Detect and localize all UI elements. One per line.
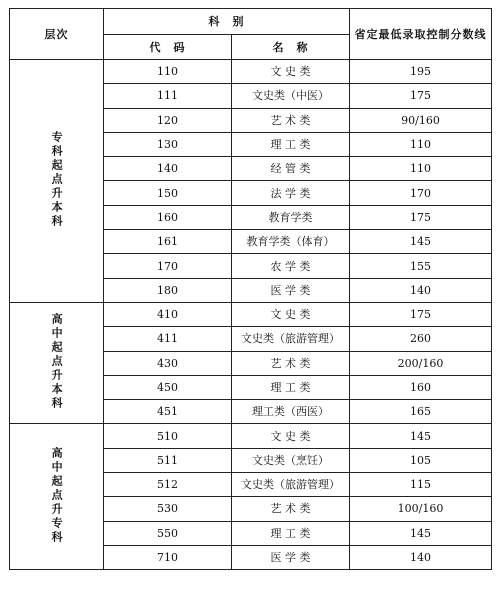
level-label: 高中起点升专科 <box>50 446 64 545</box>
name-cell: 理 工 类 <box>232 375 350 399</box>
name-cell: 艺 术 类 <box>232 108 350 132</box>
code-cell: 160 <box>104 205 232 229</box>
score-cell: 110 <box>350 132 492 156</box>
table-row <box>10 60 492 84</box>
score-cell: 160 <box>350 375 492 399</box>
code-cell: 451 <box>104 400 232 424</box>
score-cell: 145 <box>350 521 492 545</box>
code-cell: 180 <box>104 278 232 302</box>
name-cell: 经 管 类 <box>232 157 350 181</box>
code-cell: 512 <box>104 473 232 497</box>
name-cell: 文史类（烹饪） <box>232 448 350 472</box>
score-cell: 155 <box>350 254 492 278</box>
name-cell: 医 学 类 <box>232 278 350 302</box>
code-cell: 530 <box>104 497 232 521</box>
code-cell: 110 <box>104 60 232 84</box>
name-cell: 理 工 类 <box>232 132 350 156</box>
name-cell: 文史类（中医） <box>232 84 350 108</box>
score-cell: 165 <box>350 400 492 424</box>
name-cell: 医 学 类 <box>232 545 350 569</box>
table-row <box>10 424 492 448</box>
score-cell: 110 <box>350 157 492 181</box>
name-cell: 文史类（旅游管理） <box>232 473 350 497</box>
level-cell <box>10 60 104 303</box>
table-row <box>10 302 492 326</box>
score-cell: 175 <box>350 84 492 108</box>
name-cell: 文 史 类 <box>232 60 350 84</box>
header-code: 代 码 <box>104 35 232 60</box>
code-cell: 450 <box>104 375 232 399</box>
table-body <box>10 60 492 570</box>
score-cell: 140 <box>350 545 492 569</box>
name-cell: 法 学 类 <box>232 181 350 205</box>
level-cell <box>10 302 104 423</box>
level-label: 专科起点升本科 <box>50 130 64 229</box>
score-cell: 175 <box>350 302 492 326</box>
name-cell: 文 史 类 <box>232 424 350 448</box>
score-cell: 90/160 <box>350 108 492 132</box>
code-cell: 150 <box>104 181 232 205</box>
score-cell: 145 <box>350 230 492 254</box>
code-cell: 130 <box>104 132 232 156</box>
code-cell: 710 <box>104 545 232 569</box>
code-cell: 510 <box>104 424 232 448</box>
name-cell: 理 工 类 <box>232 521 350 545</box>
name-cell: 文史类（旅游管理） <box>232 327 350 351</box>
score-cell: 200/160 <box>350 351 492 375</box>
header-name: 名 称 <box>232 35 350 60</box>
score-cell: 105 <box>350 448 492 472</box>
name-cell: 艺 术 类 <box>232 497 350 521</box>
code-cell: 430 <box>104 351 232 375</box>
score-cell: 115 <box>350 473 492 497</box>
name-cell: 教育学类 <box>232 205 350 229</box>
name-cell: 文 史 类 <box>232 302 350 326</box>
score-cell: 175 <box>350 205 492 229</box>
code-cell: 140 <box>104 157 232 181</box>
score-cell: 145 <box>350 424 492 448</box>
level-cell <box>10 424 104 570</box>
name-cell: 艺 术 类 <box>232 351 350 375</box>
code-cell: 170 <box>104 254 232 278</box>
header-row-top <box>10 9 492 35</box>
score-cell: 260 <box>350 327 492 351</box>
name-cell: 教育学类（体育） <box>232 230 350 254</box>
code-cell: 410 <box>104 302 232 326</box>
score-cell: 195 <box>350 60 492 84</box>
score-cell: 140 <box>350 278 492 302</box>
code-cell: 411 <box>104 327 232 351</box>
code-cell: 511 <box>104 448 232 472</box>
admission-score-table <box>9 8 492 570</box>
header-score: 省定最低录取控制分数线 <box>350 9 492 60</box>
code-cell: 111 <box>104 84 232 108</box>
table-header <box>10 9 492 60</box>
score-cell: 170 <box>350 181 492 205</box>
header-level: 层次 <box>10 9 104 60</box>
name-cell: 理工类（西医） <box>232 400 350 424</box>
code-cell: 120 <box>104 108 232 132</box>
name-cell: 农 学 类 <box>232 254 350 278</box>
score-cell: 100/160 <box>350 497 492 521</box>
level-label: 高中起点升本科 <box>50 313 64 412</box>
code-cell: 550 <box>104 521 232 545</box>
header-category: 科 别 <box>104 9 350 35</box>
code-cell: 161 <box>104 230 232 254</box>
